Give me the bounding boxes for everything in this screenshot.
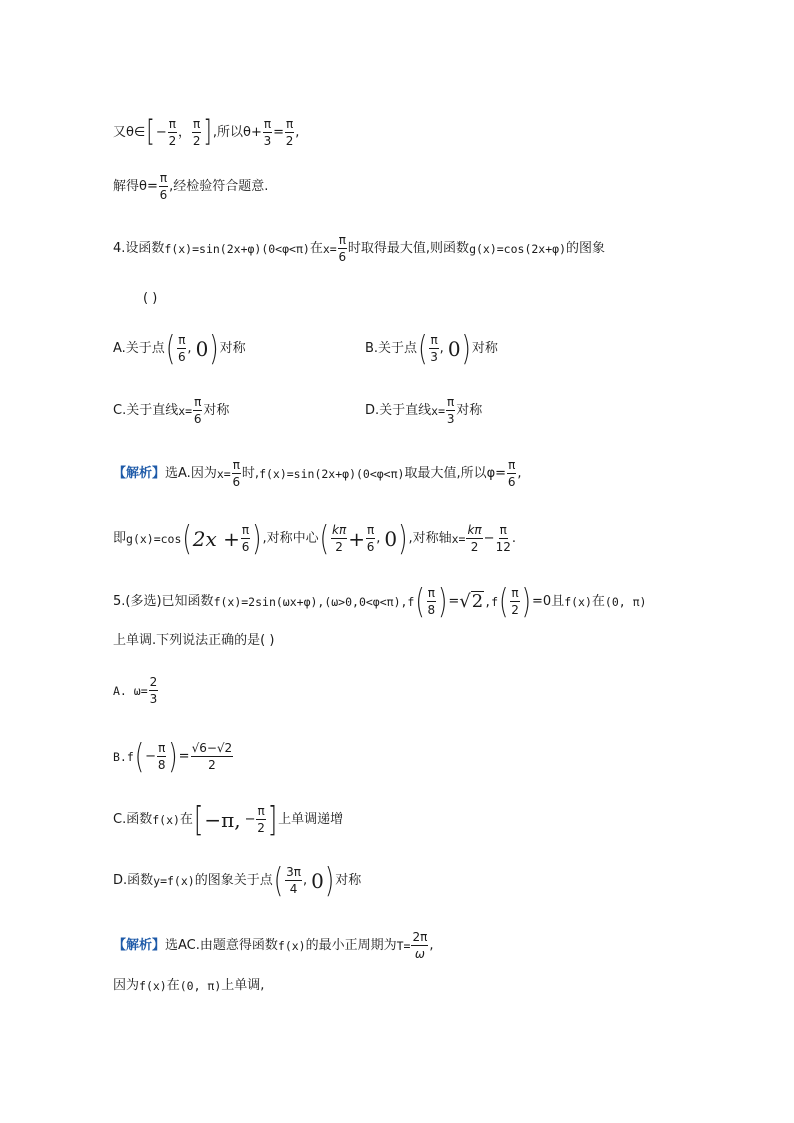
paren-right: ) bbox=[461, 328, 471, 369]
q4-option-b: B.关于点 ( $\frac{\pi}{3}$ , 0 ) 对称 bbox=[365, 328, 498, 369]
text: . bbox=[511, 530, 516, 546]
formula: A. ω= bbox=[113, 683, 148, 698]
num: π bbox=[194, 395, 202, 409]
paren-right: ) bbox=[324, 860, 335, 901]
text: + bbox=[348, 526, 365, 551]
sqrt-icon: √ bbox=[459, 590, 471, 612]
paren-right: ) bbox=[437, 581, 448, 622]
formula: f(x) bbox=[564, 594, 592, 609]
formula: ,f bbox=[484, 594, 499, 609]
text: − bbox=[155, 124, 167, 140]
paren-left: ( bbox=[499, 581, 509, 622]
num: π bbox=[366, 523, 375, 537]
text: ,所以θ+ bbox=[212, 124, 262, 140]
fraction bbox=[366, 524, 375, 553]
num: π bbox=[508, 458, 516, 472]
text: D.关于直线 bbox=[365, 402, 432, 418]
text: 4.设函数 bbox=[113, 240, 165, 256]
formula: (0, π) bbox=[179, 979, 222, 993]
zero: 0 bbox=[447, 336, 461, 361]
q4-option-c bbox=[113, 396, 229, 425]
answer-4-line2 bbox=[113, 518, 516, 559]
den: 6 bbox=[177, 350, 186, 364]
text: C.函数 bbox=[113, 811, 153, 827]
den: 6 bbox=[232, 475, 241, 489]
text: − bbox=[244, 811, 256, 827]
text: − bbox=[145, 748, 157, 764]
text: , bbox=[517, 465, 522, 481]
fraction bbox=[507, 459, 516, 488]
den: 4 bbox=[289, 882, 298, 896]
num: π bbox=[499, 523, 507, 537]
fraction bbox=[191, 742, 234, 771]
question-5-stem bbox=[113, 581, 647, 622]
num: π bbox=[241, 523, 250, 537]
fraction bbox=[338, 234, 347, 263]
paren-left: ( bbox=[418, 328, 428, 369]
bracket-left: [ bbox=[146, 114, 155, 149]
formula: f(x) bbox=[152, 812, 180, 827]
num: kπ bbox=[467, 523, 482, 537]
fraction bbox=[232, 459, 241, 488]
line-solve-theta bbox=[113, 172, 268, 201]
formula: x= bbox=[431, 403, 446, 418]
den: 12 bbox=[495, 540, 511, 554]
formula: g(x)=cos(2x+φ) bbox=[469, 241, 566, 256]
formula: f(x) bbox=[139, 979, 167, 993]
paren-left: ( bbox=[415, 581, 425, 622]
q5-option-a bbox=[113, 676, 159, 705]
q4-option-d bbox=[365, 396, 482, 425]
text: 解得θ= bbox=[113, 178, 158, 194]
den: 2 bbox=[511, 603, 519, 617]
paren-left: ( bbox=[134, 736, 145, 777]
text: 取最大值,所以φ= bbox=[404, 465, 507, 481]
den: 8 bbox=[427, 603, 436, 617]
paren-right: ) bbox=[252, 518, 262, 559]
answer-5-line1 bbox=[113, 931, 433, 960]
bracket-left: [ bbox=[193, 799, 204, 840]
text: ,对称中心 bbox=[262, 530, 319, 546]
paren-right: ) bbox=[521, 581, 532, 622]
den: 6 bbox=[338, 250, 347, 264]
text: 又θ∈ bbox=[113, 124, 146, 140]
text: =0且 bbox=[532, 593, 565, 609]
paren-left: ( bbox=[273, 860, 284, 901]
analysis-tag: 【解析】 bbox=[113, 937, 166, 953]
text: 时取得最大值,则函数 bbox=[347, 240, 470, 256]
fraction bbox=[466, 524, 482, 553]
formula: f(x)=sin(2x+φ)(0<φ<π) bbox=[164, 241, 310, 256]
text: 对称 bbox=[335, 872, 362, 888]
text: 选A.因为 bbox=[165, 465, 217, 481]
num: π bbox=[159, 171, 168, 185]
q5-option-b bbox=[113, 736, 234, 777]
den: 6 bbox=[366, 540, 375, 554]
den: 6 bbox=[159, 188, 168, 202]
text: ( ) bbox=[143, 291, 158, 306]
num: 3π bbox=[286, 865, 301, 879]
num: 2π bbox=[412, 930, 428, 944]
text: 对称 bbox=[471, 340, 498, 356]
text: , bbox=[376, 530, 381, 546]
q5-option-d: D.函数 y=f(x) 的图象关于点 ( $\frac{3\pi}{4}$ , 0 ) 对称 bbox=[113, 860, 362, 901]
num: π bbox=[447, 395, 455, 409]
num: π bbox=[427, 586, 435, 600]
text: , bbox=[295, 124, 300, 140]
text: 因为 bbox=[113, 978, 140, 993]
text: 在 bbox=[179, 811, 193, 827]
num: √6−√2 bbox=[191, 741, 233, 755]
den: 8 bbox=[157, 758, 166, 772]
num: kπ bbox=[332, 523, 347, 537]
paren-right: ) bbox=[168, 736, 178, 777]
formula: B.f bbox=[113, 749, 134, 764]
text: 在 bbox=[166, 978, 180, 993]
formula: T= bbox=[396, 938, 411, 953]
paren-right: ) bbox=[209, 328, 219, 369]
den: 3 bbox=[149, 692, 158, 706]
text: , bbox=[429, 937, 434, 953]
question-5-stem-line2 bbox=[113, 631, 274, 651]
text: 在 bbox=[309, 240, 323, 256]
line-theta-range bbox=[113, 114, 300, 149]
den: 2 bbox=[335, 540, 343, 554]
num: π bbox=[257, 804, 265, 818]
answer-4-line1 bbox=[113, 459, 521, 488]
formula: −π, bbox=[204, 807, 241, 832]
den: 3 bbox=[446, 412, 455, 426]
radicand: 2 bbox=[471, 591, 484, 612]
q4-option-a: A.关于点 ( $\frac{\pi}{6}$ , 0 ) 对称 bbox=[113, 328, 246, 369]
fraction bbox=[285, 866, 302, 895]
fraction bbox=[241, 524, 250, 553]
num: π bbox=[193, 117, 201, 131]
num: π bbox=[285, 117, 294, 131]
fraction bbox=[177, 334, 186, 363]
formula: x= bbox=[322, 241, 337, 256]
num: π bbox=[430, 333, 438, 347]
text: = bbox=[178, 748, 190, 764]
text: A.关于点 bbox=[113, 340, 165, 356]
den: ω bbox=[414, 947, 425, 961]
den: 2 bbox=[257, 821, 265, 835]
text: 上单调, bbox=[221, 978, 265, 993]
analysis-tag: 【解析】 bbox=[113, 465, 166, 481]
text: 的图象 bbox=[566, 240, 606, 256]
fraction bbox=[149, 676, 159, 705]
text: 对称 bbox=[203, 402, 230, 418]
text: ,经检验符合题意. bbox=[169, 178, 269, 194]
text: 时, bbox=[241, 465, 260, 481]
formula: x= bbox=[451, 531, 466, 546]
text: D.函数 bbox=[113, 872, 154, 888]
num: π bbox=[168, 117, 177, 131]
fraction bbox=[496, 524, 511, 553]
text: 对称 bbox=[456, 402, 483, 418]
text: − bbox=[483, 530, 495, 546]
formula: 2x + bbox=[192, 526, 240, 551]
question-4-answer-blank bbox=[143, 289, 157, 309]
paren-left: ( bbox=[165, 328, 176, 369]
text: = bbox=[273, 124, 284, 140]
fraction bbox=[157, 742, 166, 771]
text: = bbox=[448, 593, 460, 609]
paren-left: ( bbox=[319, 518, 330, 559]
q5-option-c bbox=[113, 799, 344, 840]
num: π bbox=[178, 333, 186, 347]
formula: y=f(x) bbox=[153, 873, 195, 888]
fraction bbox=[429, 334, 438, 363]
fraction bbox=[193, 396, 202, 425]
den: 2 bbox=[470, 540, 479, 554]
zero: 0 bbox=[384, 526, 398, 551]
bracket-right: ] bbox=[267, 799, 278, 840]
den: 2 bbox=[285, 134, 294, 148]
answer-5-line2 bbox=[113, 976, 264, 996]
den: 2 bbox=[168, 134, 177, 148]
text: 对称 bbox=[219, 340, 246, 356]
den: 6 bbox=[193, 412, 202, 426]
fraction bbox=[192, 118, 201, 147]
question-4-stem bbox=[113, 234, 605, 263]
den: 3 bbox=[263, 134, 272, 148]
zero: 0 bbox=[311, 868, 324, 893]
text: 的图象关于点 bbox=[194, 872, 273, 888]
formula: f(x) bbox=[277, 938, 306, 953]
den: 3 bbox=[430, 350, 438, 364]
den: 6 bbox=[241, 540, 250, 554]
num: π bbox=[511, 586, 519, 600]
den: 2 bbox=[208, 758, 216, 772]
text: 选AC.由题意得函数 bbox=[165, 937, 278, 953]
fraction bbox=[263, 118, 272, 147]
den: 2 bbox=[192, 134, 201, 148]
formula: f(x)=sin(2x+φ)(0<φ<π) bbox=[259, 466, 405, 481]
text: 的最小正周期为 bbox=[305, 937, 397, 953]
formula: x= bbox=[216, 466, 231, 481]
text: 上单调.下列说法正确的是( ) bbox=[113, 633, 275, 648]
paren-left: ( bbox=[182, 518, 192, 559]
num: π bbox=[338, 233, 346, 247]
fraction bbox=[331, 524, 347, 553]
text: ， bbox=[178, 124, 192, 140]
fraction bbox=[411, 931, 428, 960]
den: 6 bbox=[507, 475, 516, 489]
num: π bbox=[158, 741, 166, 755]
text: ,对称轴 bbox=[408, 530, 452, 546]
num: π bbox=[263, 117, 272, 131]
fraction bbox=[510, 587, 519, 616]
text: 5.(多选)已知函数 bbox=[113, 593, 214, 609]
paren-right: ) bbox=[398, 518, 408, 559]
num: π bbox=[232, 458, 240, 472]
text: 即 bbox=[113, 530, 127, 546]
text: 上单调递增 bbox=[278, 811, 344, 827]
formula: x= bbox=[178, 403, 193, 418]
zero: 0 bbox=[195, 336, 209, 361]
bracket-right: ] bbox=[203, 114, 212, 149]
formula: g(x)=cos bbox=[126, 531, 182, 546]
num: 2 bbox=[149, 675, 158, 689]
fraction bbox=[256, 805, 265, 834]
fraction bbox=[159, 172, 168, 201]
text: B.关于点 bbox=[365, 340, 418, 356]
formula: (0, π) bbox=[604, 594, 647, 609]
fraction bbox=[285, 118, 294, 147]
fraction bbox=[427, 587, 436, 616]
text: 在 bbox=[591, 593, 605, 609]
text: C.关于直线 bbox=[113, 402, 179, 418]
formula: f(x)=2sin(ωx+φ),(ω>0,0<φ<π),f bbox=[213, 594, 415, 609]
fraction bbox=[168, 118, 177, 147]
fraction bbox=[446, 396, 455, 425]
